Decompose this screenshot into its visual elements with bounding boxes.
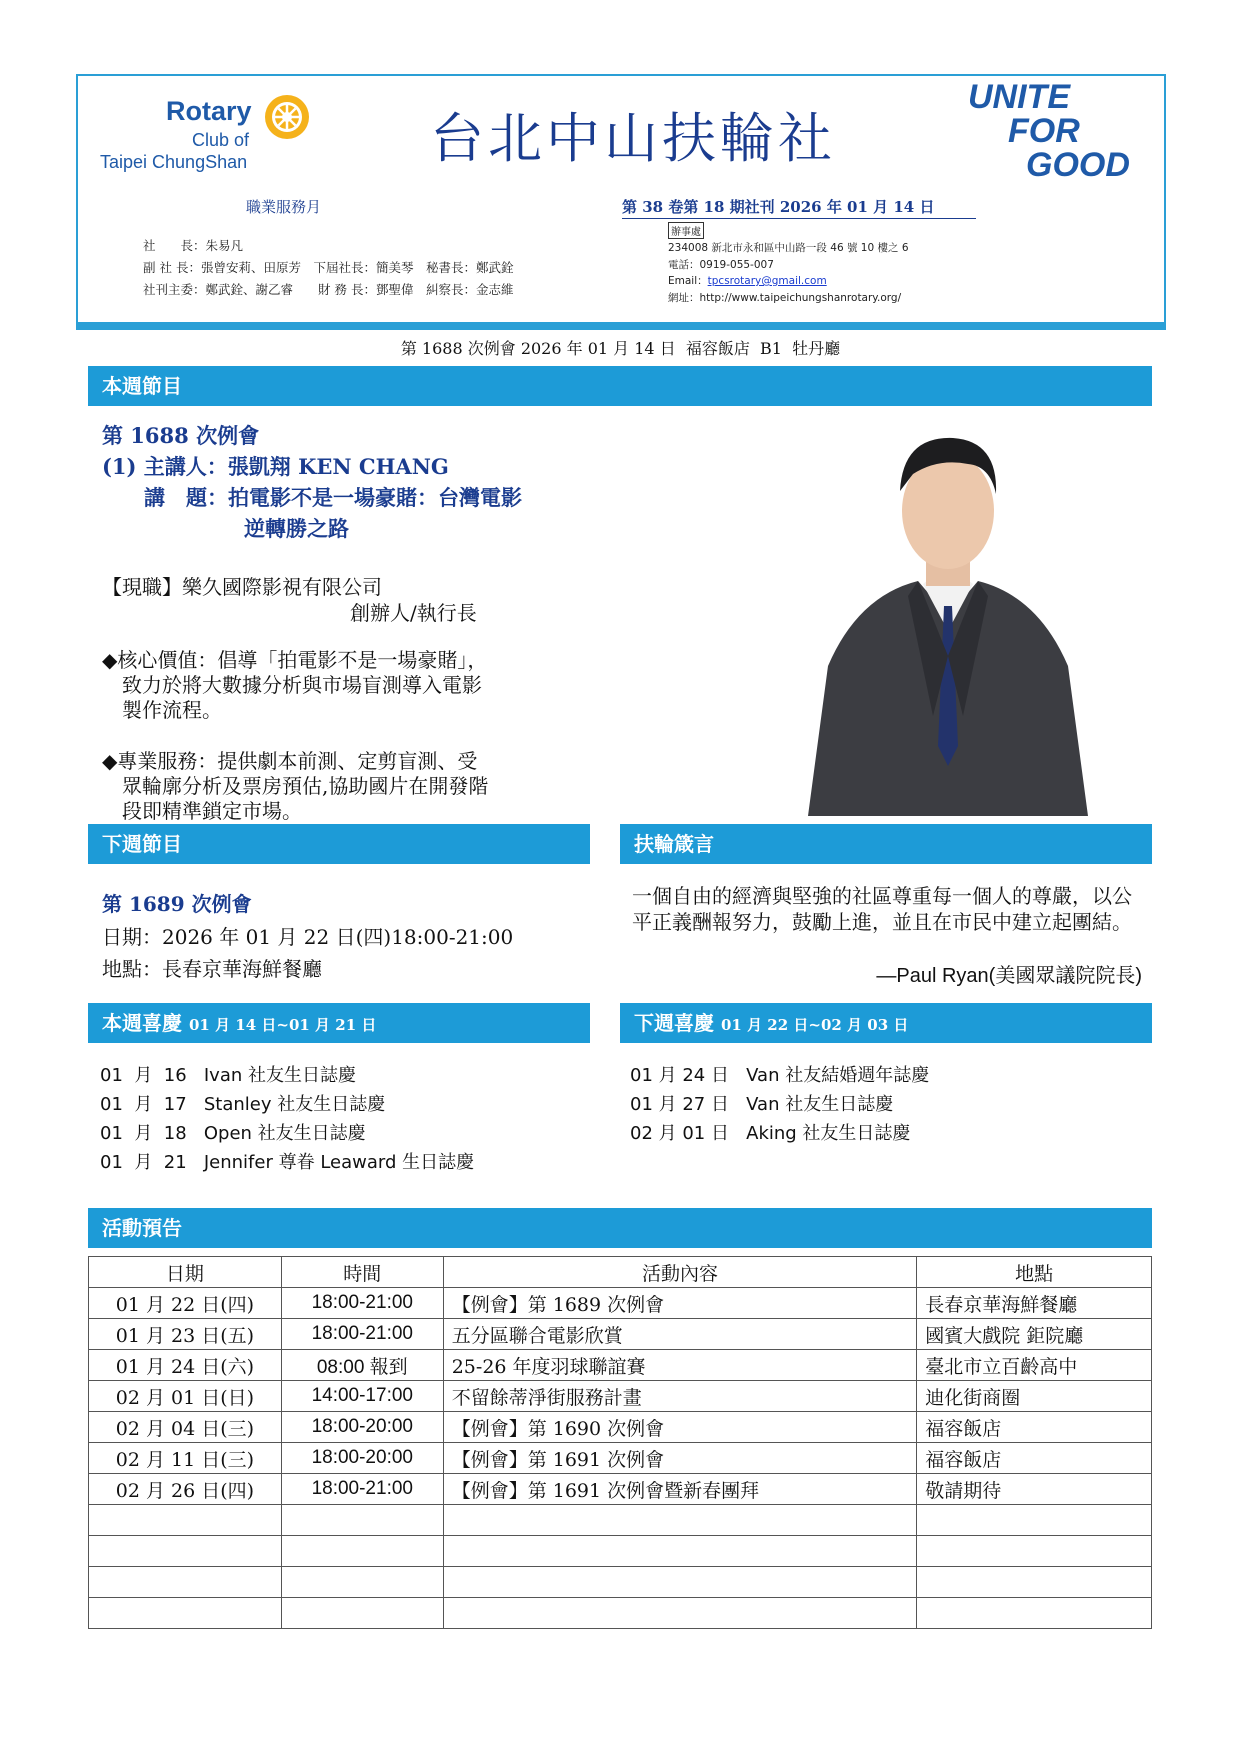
table-header-row xyxy=(89,1257,1152,1288)
activity-content: 【例會】第 1691 次例會暨新春團拜 xyxy=(443,1474,917,1505)
next-week-place: 地點：長春京華海鮮餐廳 xyxy=(102,957,322,981)
activity-time: 18:00-21:00 xyxy=(281,1319,443,1350)
activity-date: 01 月 22 日(四) xyxy=(89,1288,282,1319)
core-line: 製作流程。 xyxy=(122,698,222,722)
services-paragraph xyxy=(102,749,592,824)
celebration-item: 02 月 01 日 Aking 社友生日誌慶 xyxy=(630,1123,911,1144)
activity-location: 臺北市立百齡高中 xyxy=(917,1350,1152,1381)
activity-location: 福容飯店 xyxy=(917,1443,1152,1474)
slogan-line: FOR xyxy=(1008,112,1080,150)
celebration-item: 01 月 16 Ivan 社友生日誌慶 xyxy=(100,1065,356,1086)
activity-location xyxy=(917,1567,1152,1598)
position-line: 【現職】樂久國際影視有限公司 xyxy=(102,575,382,599)
table-row xyxy=(89,1288,1152,1319)
slogan-line: UNITE xyxy=(968,78,1070,116)
position-line: 創辦人/執行長 xyxy=(350,601,477,625)
core-values-paragraph xyxy=(102,648,592,723)
activity-content: 五分區聯合電影欣賞 xyxy=(443,1319,917,1350)
activity-time: 18:00-21:00 xyxy=(281,1288,443,1319)
email-link[interactable]: tpcsrotary@gmail.com xyxy=(707,275,827,287)
activity-date xyxy=(89,1567,282,1598)
activity-time: 18:00-21:00 xyxy=(281,1474,443,1505)
table-row xyxy=(89,1381,1152,1412)
officer-line: 副 社 長：張曾安莉、田原芳 下屆社長：簡美琴 秘書長：鄭武銓 xyxy=(143,260,514,275)
activity-content xyxy=(443,1598,917,1629)
activities-bar: 活動預告 xyxy=(88,1208,1152,1248)
activity-time: 18:00-20:00 xyxy=(281,1412,443,1443)
activity-content: 【例會】第 1691 次例會 xyxy=(443,1443,917,1474)
rotary-wheel-icon xyxy=(262,92,312,142)
this-week-bar: 本週節目 xyxy=(88,366,1152,406)
activity-content xyxy=(443,1505,917,1536)
table-row xyxy=(89,1443,1152,1474)
speaker-photo xyxy=(798,416,1098,816)
quote-author: —Paul Ryan(美國眾議院院長) xyxy=(876,965,1142,987)
celebration-bar-range: 01 月 22 日~02 月 03 日 xyxy=(720,1016,909,1034)
office-website[interactable]: 網址：http://www.taipeichungshanrotary.org/ xyxy=(668,292,902,304)
activity-date: 01 月 23 日(五) xyxy=(89,1319,282,1350)
table-row xyxy=(89,1567,1152,1598)
speaker-line: (1) 主講人：張凱翔 KEN CHANG xyxy=(102,454,449,479)
celebration-item: 01 月 24 日 Van 社友結婚週年誌慶 xyxy=(630,1065,930,1086)
issue-underline xyxy=(622,218,976,219)
activity-time xyxy=(281,1505,443,1536)
next-week-title: 第 1689 次例會 xyxy=(102,892,252,916)
activity-content xyxy=(443,1536,917,1567)
activity-time xyxy=(281,1598,443,1629)
activity-date: 02 月 04 日(三) xyxy=(89,1412,282,1443)
table-row xyxy=(89,1505,1152,1536)
activity-location xyxy=(917,1505,1152,1536)
next-week-date: 日期：2026 年 01 月 22 日(四)18:00-21:00 xyxy=(102,925,514,949)
activity-content: 【例會】第 1690 次例會 xyxy=(443,1412,917,1443)
rotary-logo xyxy=(100,90,330,180)
activity-content: 25-26 年度羽球聯誼賽 xyxy=(443,1350,917,1381)
core-line: ◆核心價值：倡導「拍電影不是一場豪賭」， xyxy=(102,648,488,672)
activity-location xyxy=(917,1536,1152,1567)
club-title: 台北中山扶輪社 xyxy=(430,107,836,170)
service-line: ◆專業服務：提供劇本前測、定剪盲測、受 xyxy=(102,749,478,773)
table-row xyxy=(89,1412,1152,1443)
activities-table xyxy=(88,1256,1152,1629)
quote-bar: 扶輪箴言 xyxy=(620,824,1152,864)
activity-time xyxy=(281,1567,443,1598)
topic-line: 逆轉勝之路 xyxy=(244,516,349,541)
meeting-info-line: 第 1688 次例會 2026 年 01 月 14 日 福容飯店 B1 牡丹廳 xyxy=(400,339,841,358)
month-theme: 職業服務月 xyxy=(246,198,322,216)
celebration-bar-label: 本週喜慶 xyxy=(102,1011,182,1035)
office-phone: 電話：0919-055-007 xyxy=(668,259,774,271)
table-row xyxy=(89,1350,1152,1381)
column-header: 地點 xyxy=(917,1257,1152,1288)
office-email xyxy=(668,273,827,288)
activity-date: 02 月 01 日(日) xyxy=(89,1381,282,1412)
topic-line: 講 題：拍電影不是一場豪賭：台灣電影 xyxy=(144,485,522,510)
core-line: 致力於將大數據分析與市場盲測導入電影 xyxy=(122,673,482,697)
celebration-item: 01 月 27 日 Van 社友生日誌慶 xyxy=(630,1094,894,1115)
this-week-celebrations-bar xyxy=(88,1003,590,1043)
this-week-title: 第 1688 次例會 xyxy=(102,423,260,448)
activity-location xyxy=(917,1598,1152,1629)
activity-time: 18:00-20:00 xyxy=(281,1443,443,1474)
officer-line: 社 長：朱易凡 xyxy=(143,238,244,253)
activity-content xyxy=(443,1567,917,1598)
email-label: Email： xyxy=(668,275,708,287)
table-row xyxy=(89,1319,1152,1350)
activity-location: 敬請期待 xyxy=(917,1474,1152,1505)
next-week-bar: 下週節目 xyxy=(88,824,590,864)
celebration-bar-label: 下週喜慶 xyxy=(634,1011,714,1035)
activity-date xyxy=(89,1536,282,1567)
service-line: 眾輪廓分析及票房預估,協助國片在開發階 xyxy=(122,774,489,798)
office-badge: 辦事處 xyxy=(668,222,704,239)
logo-city-text: Taipei ChungShan xyxy=(100,152,248,172)
column-header: 日期 xyxy=(89,1257,282,1288)
activity-content: 【例會】第 1689 次例會 xyxy=(443,1288,917,1319)
officer-line: 社刊主委：鄭武銓、謝乙睿 財 務 長：鄧聖偉 糾察長：金志維 xyxy=(143,282,514,297)
slogan-line: GOOD xyxy=(1026,146,1130,184)
office-address: 234008 新北市永和區中山路一段 46 號 10 樓之 6 xyxy=(668,242,909,254)
celebration-bar-range: 01 月 14 日~01 月 21 日 xyxy=(188,1016,377,1034)
table-row xyxy=(89,1474,1152,1505)
unite-for-good-slogan xyxy=(968,80,1158,182)
activity-location: 國賓大戲院 鉅院廳 xyxy=(917,1319,1152,1350)
celebration-item: 01 月 17 Stanley 社友生日誌慶 xyxy=(100,1094,386,1115)
table-row xyxy=(89,1536,1152,1567)
service-line: 段即精準鎖定市場。 xyxy=(122,799,302,823)
table-row xyxy=(89,1598,1152,1629)
rotary-quote: 一個自由的經濟與堅強的社區尊重每一個人的尊嚴，以公平正義酬報努力，鼓勵上進，並且在市民中建立起團結。 xyxy=(632,884,1132,934)
celebration-item: 01 月 21 Jennifer 尊眷 Leaward 生日誌慶 xyxy=(100,1152,475,1173)
logo-club-text: Club of xyxy=(192,130,250,150)
activity-location: 福容飯店 xyxy=(917,1412,1152,1443)
activity-time: 14:00-17:00 xyxy=(281,1381,443,1412)
header-accent-bar xyxy=(76,322,1166,329)
activity-date xyxy=(89,1505,282,1536)
column-header: 活動內容 xyxy=(443,1257,917,1288)
activity-location: 迪化街商圈 xyxy=(917,1381,1152,1412)
activity-content: 不留餘蒂淨街服務計畫 xyxy=(443,1381,917,1412)
activity-time xyxy=(281,1536,443,1567)
activity-date xyxy=(89,1598,282,1629)
activity-date: 02 月 26 日(四) xyxy=(89,1474,282,1505)
activity-time: 08:00 報到 xyxy=(281,1350,443,1381)
activity-date: 01 月 24 日(六) xyxy=(89,1350,282,1381)
activity-location: 長春京華海鮮餐廳 xyxy=(917,1288,1152,1319)
activity-date: 02 月 11 日(三) xyxy=(89,1443,282,1474)
column-header: 時間 xyxy=(281,1257,443,1288)
next-week-celebrations-bar xyxy=(620,1003,1152,1043)
celebration-item: 01 月 18 Open 社友生日誌慶 xyxy=(100,1123,366,1144)
issue-info: 第 38 卷第 18 期社刊 2026 年 01 月 14 日 xyxy=(622,198,935,216)
logo-rotary-text: Rotary xyxy=(166,96,252,126)
